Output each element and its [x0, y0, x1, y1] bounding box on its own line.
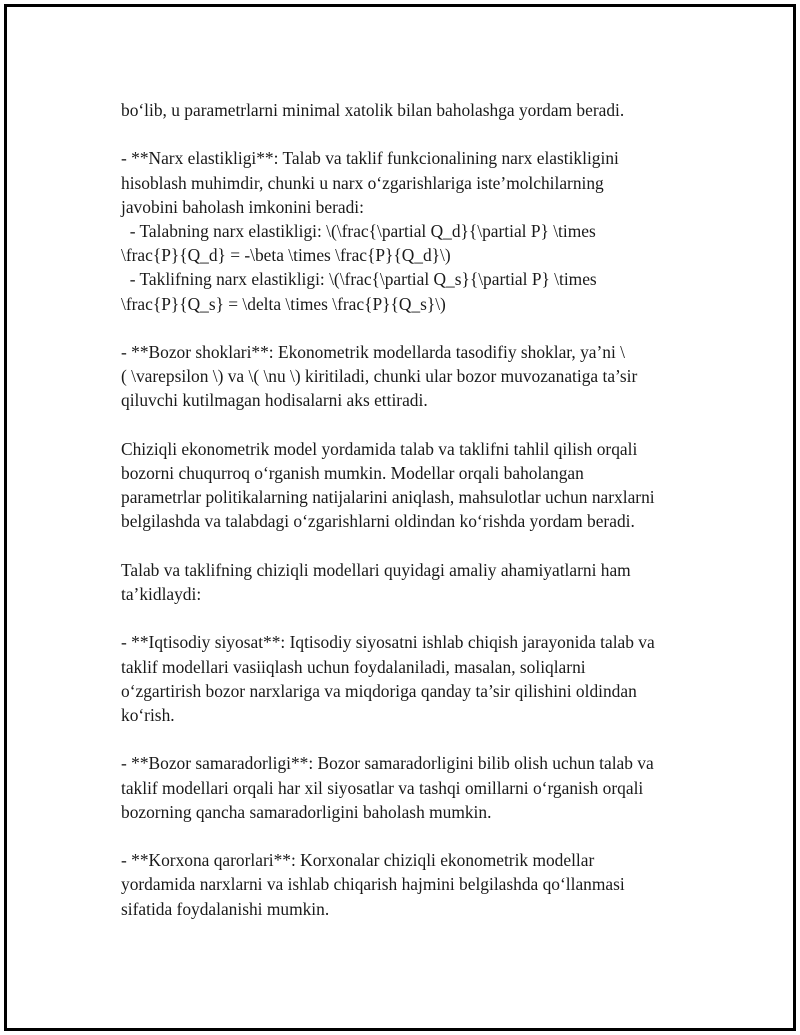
page-frame: [4, 4, 796, 1031]
paragraph-practical-importance: Talab va taklifning chiziqli modellari quyidagi amaliy ahamiyatlarni ham ta’kidlaydi:: [121, 559, 631, 604]
paragraph-market-shocks: - **Bozor shoklari**: Ekonometrik modellarda tasodifiy shoklar, ya’ni \ ( \varepsilon \) va \( \nu \) kiritiladi, chunki ular bozor muvozanatiga ta’sir qiluvchi kutilmagan hodisalarni aks ettiradi.: [121, 342, 638, 411]
paragraph-linear-model-analysis: Chiziqli ekonometrik model yordamida talab va taklifni tahlil qilish orqali bozorni chuqurroq o‘rganish mumkin. Modellar orqali baholangan parametrlar politikalarning natijalarini aniqlash, mahsulotlar uchun narxlarni belgilashda va talabdagi o‘zgarishlarni oldindan ko‘rishda yordam beradi.: [121, 438, 655, 532]
paragraph-market-efficiency: - **Bozor samaradorligi**: Bozor samaradorligini bilib olish uchun talab va taklif modellari orqali har xil siyosatlar va tashqi omillarni o‘rganish orqali bozorning qancha samaradorligini baholash mumkin.: [121, 753, 654, 822]
document-body: [121, 98, 701, 945]
paragraph-continuation: bo‘lib, u parametrlarni minimal xatolik bilan baholashga yordam beradi.: [121, 100, 625, 120]
paragraph-price-elasticity: - **Narx elastikligi**: Talab va taklif funkcionalining narx elastikligini hisoblash muhimdir, chunki u narx o‘zgarishlariga iste’molchilarning javobini baholash imkonini beradi: - Talabning narx elastikligi: \(\frac{\partial Q_d}{\partial P} \times \frac{P}{Q_d} = -\beta \times \frac{P}{Q_d}\) - Taklifning narx elastikligi: \(\frac{\partial Q_s}{\partial P} \times \frac{P}{Q_s} = \delta \times \frac{P}{Q_s}\): [121, 148, 619, 314]
paragraph-economic-policy: - **Iqtisodiy siyosat**: Iqtisodiy siyosatni ishlab chiqish jarayonida talab va taklif modellari vasiiqlash uchun foydalaniladi, masalan, soliqlarni o‘zgartirish bozor narxlariga va miqdoriga qanday ta’sir qilishini oldindan ko‘rish.: [121, 632, 655, 725]
paragraph-company-decisions: - **Korxona qarorlari**: Korxonalar chiziqli ekonometrik modellar yordamida narxlarni va ishlab chiqarish hajmini belgilashda qo‘llanmasi sifatida foydalanishi mumkin.: [121, 850, 625, 919]
